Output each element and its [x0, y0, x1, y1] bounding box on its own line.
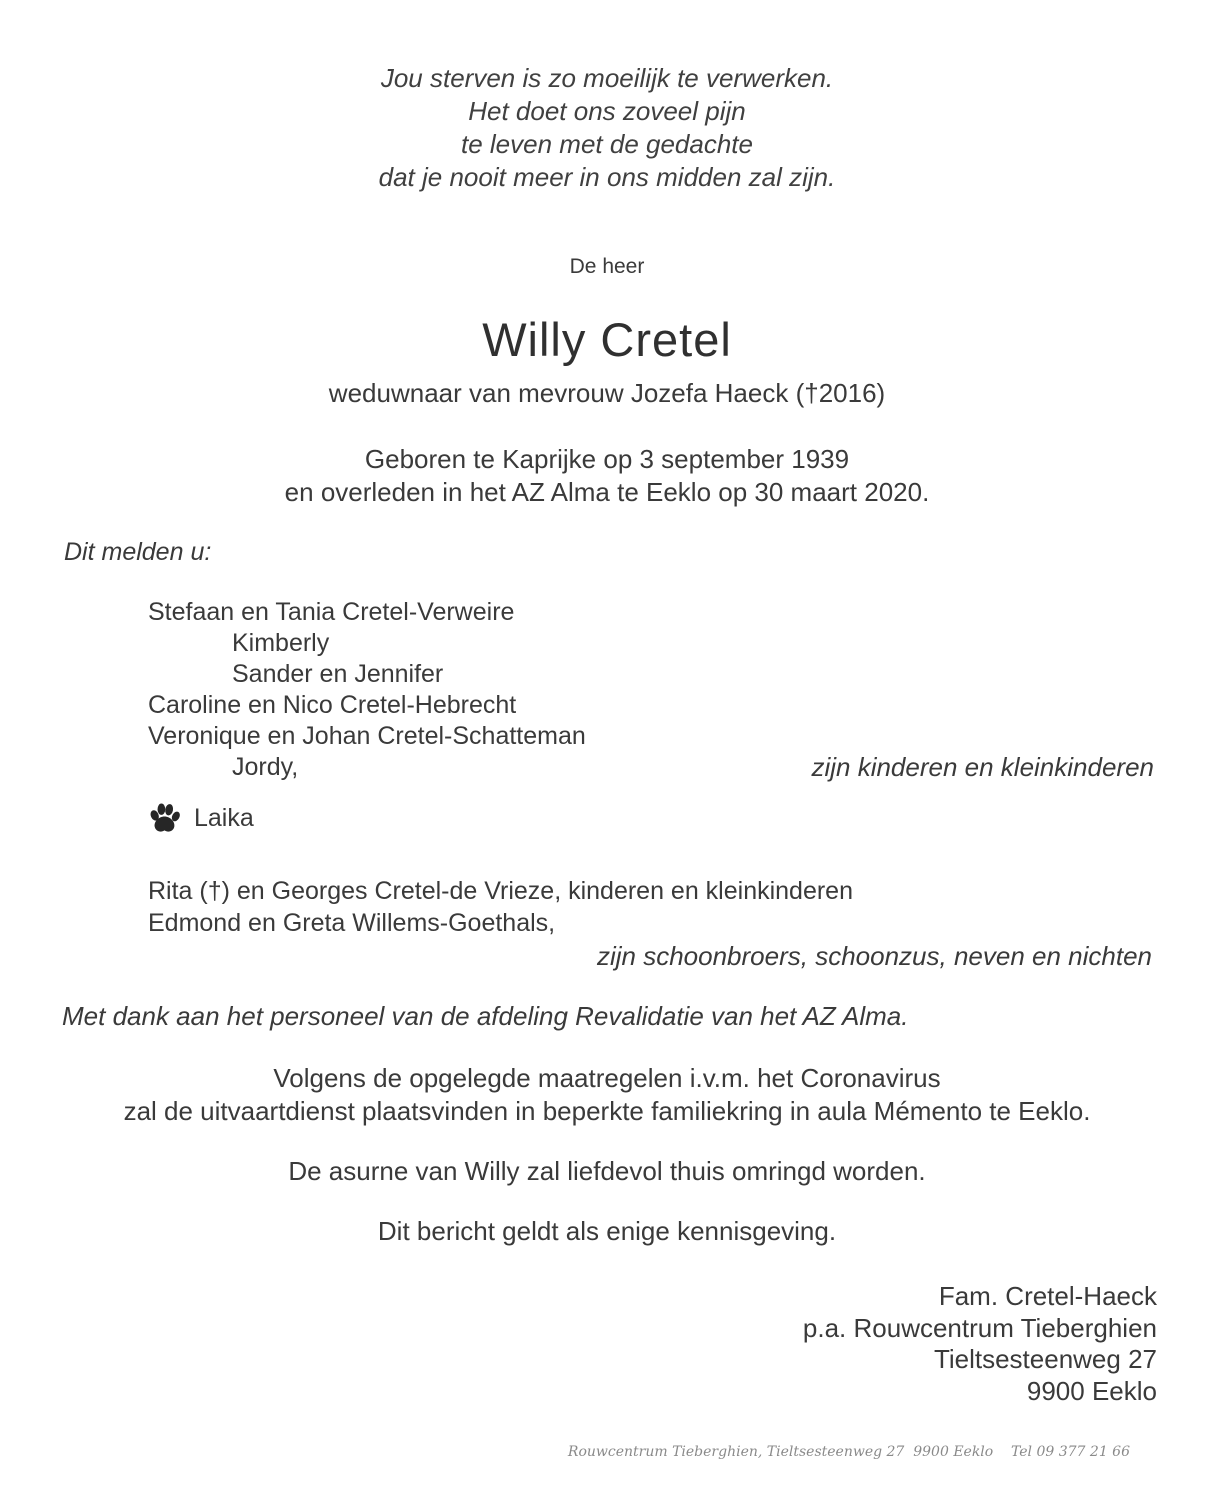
widower-subtitle: weduwnaar van mevrouw Jozefa Haeck (†2016) — [328, 378, 886, 408]
family-row: Stefaan en Tania Cretel-Verweire — [148, 598, 515, 626]
poem — [0, 62, 1214, 194]
family-row-with-relation — [0, 752, 1214, 783]
covid-line: zal de uitvaartdienst plaatsvinden in beperkte familiekring in aula Mémento te Eeklo. — [123, 1096, 1091, 1126]
deceased-name: Willy Cretel — [482, 313, 732, 366]
address-line: p.a. Rouwcentrum Tieberghien — [802, 1312, 1157, 1343]
funeral-home-footer: Rouwcentrum Tieberghien, Tieltsesteenweg 27 9900 Eeklo Tel 09 377 21 66 — [567, 1444, 1130, 1460]
family-row: Rita (†) en Georges Cretel-de Vrieze, kinderen en kleinkinderen — [148, 877, 853, 905]
notice-line: Dit bericht geldt als enige kennisgeving. — [377, 1216, 837, 1246]
pet-row — [148, 803, 254, 834]
in-law-list — [148, 875, 853, 939]
address-line: 9900 Eeklo — [1026, 1375, 1157, 1406]
salutation: De heer — [569, 255, 645, 278]
poem-line: Jou sterven is zo moeilijk te verwerken. — [380, 63, 834, 93]
pet-name: Laika — [194, 804, 254, 832]
birth-line: Geboren te Kaprijke op 3 september 1939 — [364, 444, 850, 474]
relation-children: zijn kinderen en kleinkinderen — [811, 752, 1154, 782]
thanks-line: Met dank aan het personeel van de afdeling Revalidatie van het AZ Alma. — [62, 1001, 909, 1031]
family-row: Caroline en Nico Cretel-Hebrecht — [148, 691, 517, 719]
relation-in-laws: zijn schoonbroers, schoonzus, neven en nichten — [596, 941, 1152, 971]
poem-line: Het doet ons zoveel pijn — [468, 96, 746, 126]
address-line: Tieltsesteenweg 27 — [933, 1344, 1157, 1374]
covid-line: Volgens de opgelegde maatregelen i.v.m. het Coronavirus — [273, 1063, 941, 1093]
family-row: Edmond en Greta Willems-Goethals, — [148, 909, 556, 937]
urn-line: De asurne van Willy zal liefdevol thuis omringd worden. — [288, 1156, 926, 1186]
family-row: Sander en Jennifer — [232, 660, 444, 688]
family-row: Jordy, — [232, 753, 299, 781]
poem-line: dat je nooit meer in ons midden zal zijn. — [378, 162, 836, 192]
address-line: Fam. Cretel-Haeck — [938, 1281, 1157, 1311]
family-row: Kimberly — [232, 629, 330, 657]
covid-notice — [0, 1062, 1214, 1128]
family-list — [0, 597, 1214, 783]
announcement-lead: Dit melden u: — [64, 538, 212, 566]
poem-line: te leven met de gedachte — [461, 129, 753, 159]
family-row: Veronique en Johan Cretel-Schatteman — [148, 722, 586, 750]
birth-death-block — [0, 443, 1214, 509]
death-line: en overleden in het AZ Alma te Eeklo op 30 maart 2020. — [284, 477, 930, 507]
correspondence-address — [803, 1281, 1157, 1407]
paw-print-icon — [148, 803, 181, 834]
